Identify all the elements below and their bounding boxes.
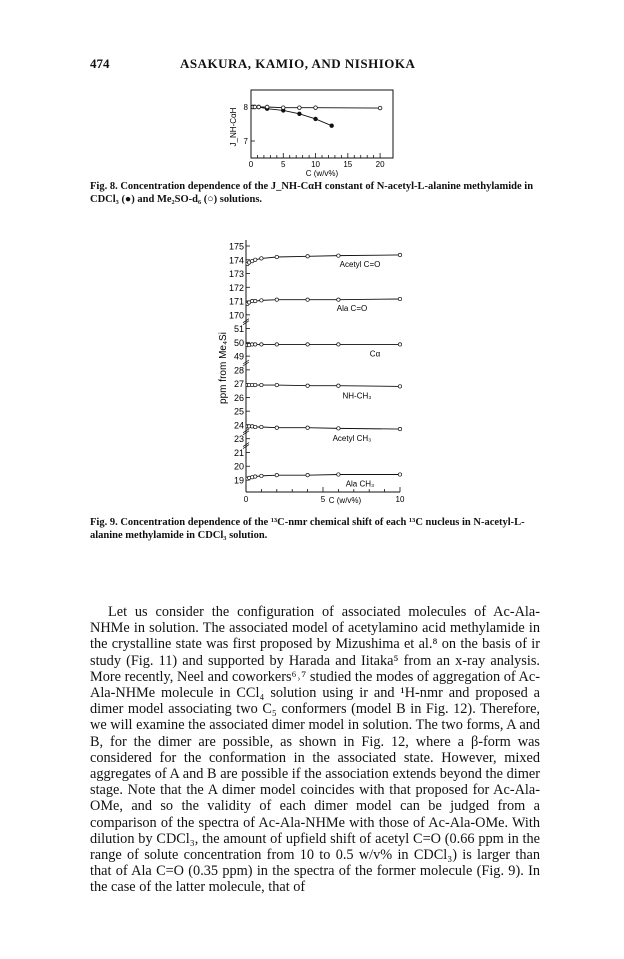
- fig9-y-tick-label: 26: [233, 392, 244, 403]
- fig9-point: [398, 343, 401, 346]
- fig8-point: [253, 105, 257, 109]
- fig9-x-tick-label: 0: [243, 495, 249, 504]
- fig8-x-tick-label: 15: [343, 160, 353, 169]
- fig9-y-tick-label: 20: [233, 461, 244, 472]
- fig9-point: [275, 298, 278, 301]
- fig9-point: [254, 299, 257, 302]
- fig8-x-tick-label: 10: [311, 160, 320, 169]
- fig8-point: [330, 124, 334, 128]
- fig9-y-tick-label: 171: [228, 296, 244, 307]
- fig9-point: [398, 427, 401, 430]
- body-text: [90, 604, 540, 896]
- fig9-point: [337, 343, 340, 346]
- running-title: ASAKURA, KAMIO, AND NISHIOKA: [180, 56, 416, 71]
- fig8-frame: [251, 90, 393, 158]
- fig9-chart: [0, 218, 624, 518]
- fig9-y-tick-label: 175: [228, 241, 244, 252]
- fig9-point: [337, 473, 340, 476]
- fig9-y-tick-label: 51: [233, 324, 244, 335]
- fig9-point: [306, 473, 309, 476]
- fig9-point: [254, 258, 257, 261]
- fig8-x-tick-label: 5: [281, 160, 286, 169]
- fig8-x-tick-label: 0: [248, 160, 254, 169]
- fig9-caption: Fig. 9. Concentration dependence of the ¹³C-nmr chemical shift of each ¹³C nucleus in N-acetyl-L-alanine methylamide in CDCl₃ solution.: [90, 517, 525, 541]
- fig9-y-tick-label: 174: [228, 255, 244, 266]
- fig9-point: [254, 383, 257, 386]
- fig9-point: [254, 475, 257, 478]
- fig8-point: [281, 106, 285, 110]
- fig9-point: [260, 257, 263, 260]
- fig8-series-line-0: [253, 107, 332, 126]
- fig9-point: [337, 298, 340, 301]
- fig9-point: [398, 297, 401, 300]
- fig8-y-tick-label: 8: [243, 103, 248, 112]
- fig9-series-line-5: [248, 474, 400, 478]
- fig9-y-tick-label: 170: [228, 310, 244, 321]
- fig9-y-tick-label: 28: [233, 365, 244, 376]
- fig8-point: [314, 117, 318, 121]
- fig9-point: [275, 426, 278, 429]
- fig9-series-label: NH-CH₃: [342, 391, 372, 401]
- fig9-point: [260, 425, 263, 428]
- fig9-ylabel: ppm from Me₄Si: [218, 332, 229, 404]
- fig9-point: [306, 343, 309, 346]
- fig9-y-tick-label: 25: [233, 406, 244, 417]
- fig9-point: [398, 385, 401, 388]
- fig8-point: [298, 112, 302, 116]
- fig9-point: [306, 384, 309, 387]
- fig9-y-tick-label: 172: [228, 282, 244, 293]
- fig9-series-label: Ala C=O: [336, 303, 368, 313]
- fig9-point: [275, 343, 278, 346]
- fig8-point: [265, 105, 269, 109]
- fig9-x-tick-label: 10: [395, 495, 405, 504]
- fig8-y-tick-label: 7: [243, 137, 248, 146]
- fig9-point: [275, 383, 278, 386]
- fig9-point: [306, 426, 309, 429]
- fig9-y-tick-label: 23: [233, 434, 244, 445]
- fig9-point: [398, 473, 401, 476]
- fig9-y-tick-label: 19: [233, 475, 244, 486]
- fig9-point: [254, 425, 257, 428]
- fig9-point: [337, 384, 340, 387]
- fig9-series-label: Acetyl C=O: [339, 259, 381, 269]
- fig9-x-tick-label: 5: [320, 495, 326, 504]
- fig8-caption: Fig. 8. Concentration dependence of the J_NH-CαH constant of N-acetyl-L-alanine methylamide in CDCl₃ (●) and Me₂SO-d₆ (○) solutions.: [90, 181, 534, 205]
- fig9-series-line-4: [248, 426, 400, 429]
- fig9-xlabel: C (w/v%): [328, 496, 362, 505]
- fig9-point: [254, 343, 257, 346]
- fig8-x-tick-label: 20: [375, 160, 385, 169]
- fig9-series-line-3: [248, 385, 400, 386]
- fig9-y-tick-label: 24: [233, 420, 244, 431]
- page-number: 474: [90, 56, 110, 71]
- page-header: [90, 56, 550, 76]
- fig9-y-tick-label: 21: [233, 447, 244, 458]
- fig9-point: [306, 255, 309, 258]
- fig9-point: [260, 299, 263, 302]
- fig9-point: [337, 427, 340, 430]
- fig8-point: [378, 106, 382, 110]
- fig9-series-label: Ala CH₃: [345, 479, 375, 489]
- body-paragraph: Let us consider the configuration of associated molecules of Ac-Ala-NHMe in solution. The associated model of acetylamino acid methylamide in the crystalline state was first proposed by Mizushima et al.⁸ on the basis of ir study (Fig. 11) and supported by Harada and Iitaka⁵ from an x-ray analysis. More recently, Neel and coworkers⁶˒⁷ studied the modes of aggregation of Ac-Ala-NHMe molecule in CCl₄ solution using ir and ¹H-nmr and proposed a dimer model associating two C₅ conformers (model B in Fig. 12). Therefore, we will examine the associated dimer model in solution. The two forms, A and B, for the dimer are possible, as shown in Fig. 12, where a β-form was considered for the conformation in the associated state. However, mixed aggregates of A and B are possible if the association extends beyond the dimer stage. Note that the A dimer model coincides with that proposed for Ac-Ala-OMe, and so the validity of each dimer model can be judged from a comparison of the spectra of Ac-Ala-NHMe with those of Ac-Ala-OMe. With dilution by CDCl₃, the amount of upfield shift of acetyl C=O (0.66 ppm in the range of solute concentration from 10 to 0.5 w/v% in CDCl₃) is larger than that of Ala C=O (0.35 ppm) in the spectra of the former molecule (Fig. 9). In the case of the latter molecule, that of: [90, 604, 540, 896]
- fig9-y-tick-label: 49: [233, 351, 244, 362]
- fig9-point: [275, 473, 278, 476]
- fig8-xlabel: C (w/v%): [305, 169, 339, 178]
- fig9-point: [337, 254, 340, 257]
- fig8-ylabel: J_NH-CαH: [229, 107, 238, 147]
- fig8-point: [257, 105, 261, 109]
- fig9-point: [275, 255, 278, 258]
- fig8-point: [314, 106, 318, 110]
- fig9-series-label: Cα: [369, 349, 381, 359]
- fig9-point: [398, 253, 401, 256]
- fig9-y-tick-label: 27: [233, 379, 244, 390]
- fig9-point: [306, 298, 309, 301]
- fig9-point: [260, 383, 263, 386]
- fig9-y-tick-label: 173: [228, 269, 244, 280]
- fig9-series-line-1: [248, 299, 400, 304]
- fig9-series-line-2: [248, 344, 400, 345]
- fig9-point: [260, 474, 263, 477]
- fig9-y-tick-label: 50: [233, 337, 244, 348]
- fig9-point: [260, 343, 263, 346]
- fig9-series-label: Acetyl CH₃: [332, 434, 372, 444]
- fig8-point: [298, 106, 302, 110]
